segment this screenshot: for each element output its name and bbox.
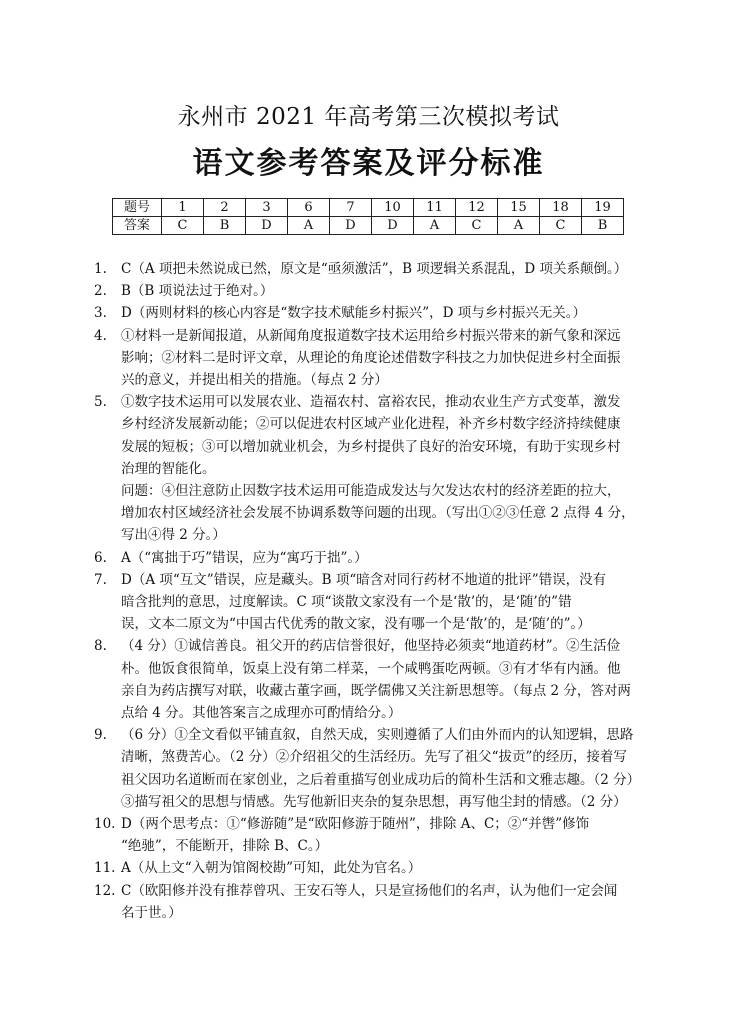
question-number-row: [113, 199, 624, 217]
answer-cell: B: [204, 217, 246, 235]
question-number-cell: 12: [456, 199, 498, 217]
answer-key-title: 语文参考答案及评分标准: [192, 146, 545, 181]
exam-title: 永州市 2021 年高考第三次模拟考试: [177, 104, 560, 130]
item-line: 兴的意义，并提出相关的措施。（每点 2 分）: [121, 372, 388, 389]
item-line: 点给 4 分。其他答案言之成理亦可酌情给分。）: [121, 705, 402, 722]
item-line: ①数字技术运用可以发展农业、造福农村、富裕农民，推动农业生产方式变革，激发: [121, 394, 621, 411]
item-line: D（A 项“互文”错误，应是藏头。B 项“暗含对同行药材不地道的批评”错误，没有: [121, 571, 607, 588]
question-number-cell: 6: [288, 199, 330, 217]
answer-cell: C: [162, 217, 204, 235]
item-line: B（B 项说法过于绝对。）: [121, 283, 274, 300]
item-body: [121, 724, 654, 813]
answer-cell: B: [582, 217, 624, 235]
answer-explanations: [94, 258, 654, 924]
item-body: [121, 547, 654, 569]
item-line: C（A 项把未然说成已然，原文是“亟须激活”，B 项逻辑关系混乱，D 项关系颠倒。）: [121, 261, 628, 277]
item-line: 误，文本二原文为“中国古代优秀的散文家，没有哪一个是‘散’的，是‘随’的”。）: [121, 616, 591, 633]
item-line: 增加农村区域经济社会发展不协调系数等问题的出现。（写出①②③任意 2 点得 4 分，: [121, 505, 635, 522]
item-number: 9.: [94, 727, 107, 744]
item-body: [121, 880, 654, 924]
question-number-cell: 18: [540, 199, 582, 217]
item-number: 2.: [94, 283, 107, 300]
answer-cell: D: [330, 217, 372, 235]
item-number: 10.: [94, 816, 116, 833]
item-number: 7.: [94, 571, 107, 588]
item-line: C（欧阳修并没有推荐曾巩、王安石等人，只是宣扬他们的名声，认为他们一定会闻: [121, 882, 618, 899]
item-number: 4.: [94, 327, 107, 344]
item-line: 写出④得 2 分。）: [121, 527, 226, 544]
item-number: 3.: [94, 305, 107, 322]
answer-item: [94, 302, 654, 324]
answer-item: [94, 325, 654, 392]
item-line: A（“寓拙于巧”错误，应为“寓巧于拙”。）: [121, 549, 368, 566]
answer-item: [94, 857, 654, 879]
item-number: 6.: [94, 549, 107, 566]
item-number: 8.: [94, 638, 107, 655]
answer-item: [94, 813, 654, 857]
answer-cell: D: [372, 217, 414, 235]
answer-cell: A: [498, 217, 540, 235]
item-body: [121, 635, 654, 724]
answer-cell: D: [246, 217, 288, 235]
question-number-cell: 15: [498, 199, 540, 217]
item-body: [121, 569, 654, 636]
item-body: [121, 325, 654, 392]
item-line: ③描写祖父的思想与情感。先写他新旧夹杂的复杂思想，再写他尘封的情感。（2 分）: [121, 793, 627, 810]
item-line: 清晰，煞费苦心。（2 分）②介绍祖父的生活经历。先写了祖父“拔贡”的经历，接着写: [121, 749, 627, 766]
answer-header: 答案: [113, 217, 162, 235]
item-number: 12.: [94, 882, 116, 899]
item-line: 发展的短板；③可以增加就业机会，为乡村提供了良好的治安环境，有助于实现乡村: [121, 438, 621, 455]
answer-cell: C: [456, 217, 498, 235]
item-body: [121, 258, 654, 280]
item-line: D（两个思考点：①“修游随”是“欧阳修游于随州”，排除 A、C；②“并辔”修饰: [121, 816, 590, 833]
item-line: （4 分）①诚信善良。祖父开的药店信誉很好，他坚持必须卖“地道药材”。②生活俭: [121, 638, 621, 655]
item-body: [121, 302, 654, 324]
item-line: ①材料一是新闻报道，从新闻角度报道数字技术运用给乡村振兴带来的新气象和深远: [121, 327, 621, 344]
item-line: “绝驰”，不能断开，排除 B、C。）: [121, 838, 329, 855]
question-number-cell: 3: [246, 199, 288, 217]
answer-item: [94, 547, 654, 569]
item-body: [121, 813, 654, 857]
item-line: 影响；②材料二是时评文章，从理论的角度论述借数字科技之力加快促进乡村全面振: [121, 349, 621, 366]
answer-cell: A: [288, 217, 330, 235]
item-line: 朴。他饭食很简单，饭桌上没有第二样菜，一个咸鸭蛋吃两顿。③有才华有内涵。他: [121, 660, 621, 677]
item-number: 5.: [94, 394, 107, 411]
item-line: 名于世。）: [121, 904, 182, 921]
item-line: 亲自为药店撰写对联，收藏古董字画，既学儒佛又关注新思想等。（每点 2 分，答对两: [121, 682, 631, 699]
answer-item: [94, 258, 654, 280]
item-body: [121, 391, 654, 546]
item-number: 11.: [94, 860, 116, 877]
item-line: 治理的智能化。: [121, 460, 216, 477]
question-number-cell: 19: [582, 199, 624, 217]
question-number-cell: 11: [414, 199, 456, 217]
item-body: [121, 280, 654, 302]
item-line: 乡村经济发展新动能；②可以促进农村区域产业化进程，补齐乡村数字经济持续健康: [121, 416, 621, 433]
item-body: [121, 857, 654, 879]
answer-item: [94, 569, 654, 636]
item-line: D（两则材料的核心内容是“数字技术赋能乡村振兴”，D 项与乡村振兴无关。）: [121, 305, 586, 322]
item-line: 祖父因功名道断而在家创业，之后着重描写创业成功后的简朴生活和文雅志趣。（2 分）: [121, 771, 641, 788]
item-line: （6 分）①全文看似平铺直叙，自然天成，实则遵循了人们由外而内的认知逻辑，思路: [121, 727, 634, 744]
question-number-cell: 1: [162, 199, 204, 217]
answer-item: [94, 724, 654, 813]
item-line: 暗含批判的意思，过度解读。C 项“谈散文家没有一个是‘散’的，是‘随’的”错: [121, 594, 572, 611]
item-number: 1.: [94, 261, 107, 277]
answer-item: [94, 635, 654, 724]
item-line: A（从上文“入朝为馆阁校勘”可知，此处为官名。）: [121, 860, 422, 877]
answer-item: [94, 880, 654, 924]
item-line: 问题：④但注意防止因数字技术运用可能造成发达与欠发达农村的经济差距的拉大，: [121, 483, 621, 500]
question-number-cell: 10: [372, 199, 414, 217]
question-number-cell: 2: [204, 199, 246, 217]
question-number-header: 题号: [113, 199, 162, 217]
answer-item: [94, 280, 654, 302]
answer-cell: A: [414, 217, 456, 235]
answer-row: [113, 217, 624, 235]
question-number-cell: 7: [330, 199, 372, 217]
answer-cell: C: [540, 217, 582, 235]
answer-item: [94, 391, 654, 546]
answer-table: [112, 198, 624, 235]
